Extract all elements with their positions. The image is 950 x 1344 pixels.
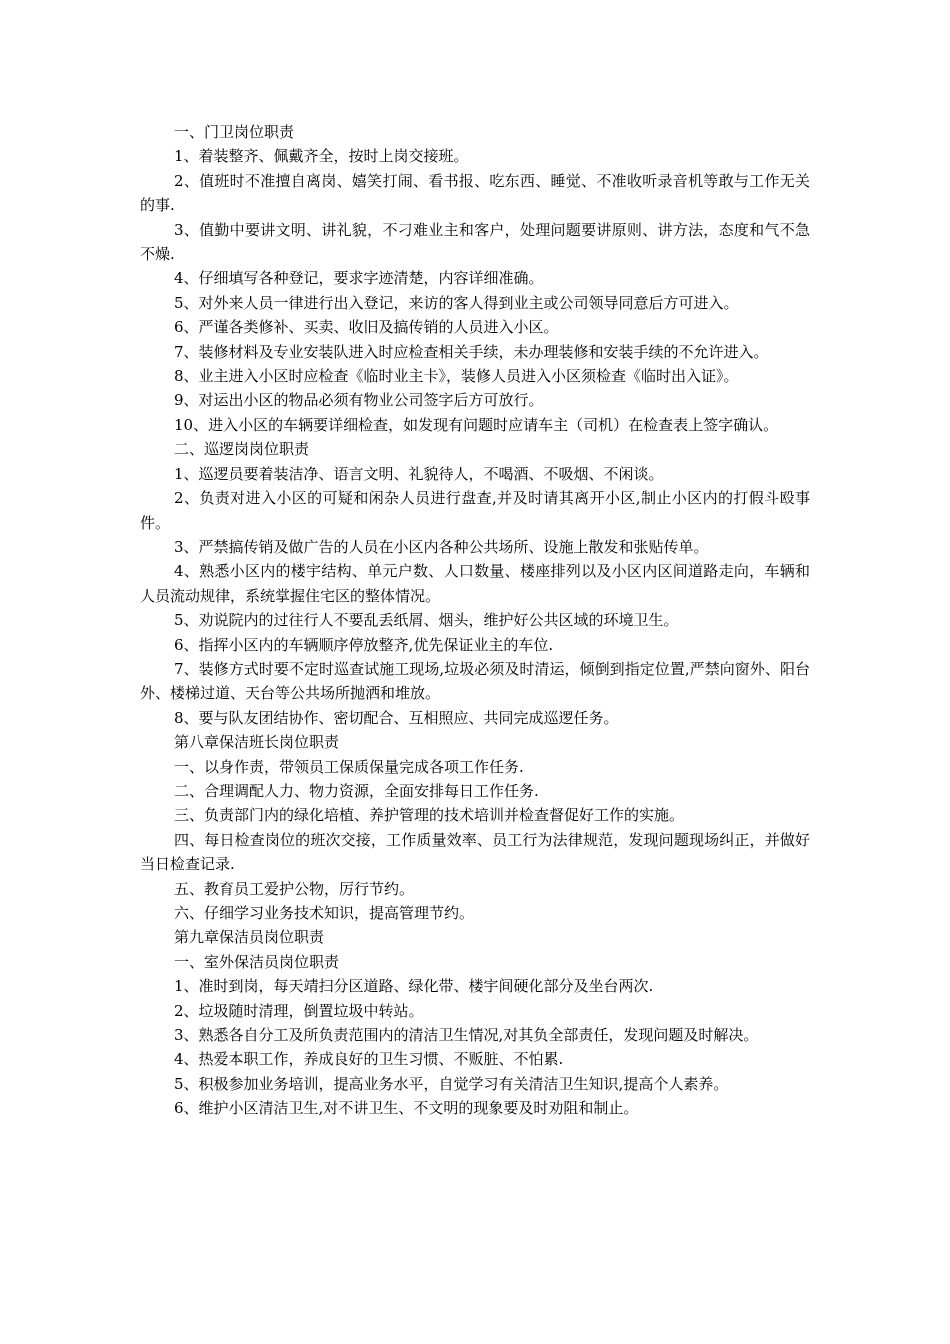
paragraph: 7、装修方式时要不定时巡查试施工现场,垃圾必须及时清运，倾倒到指定位置,严禁向窗外、阳台外、楼梯过道、天台等公共场所抛洒和堆放。 [140, 659, 810, 703]
paragraph: 2、值班时不准擅自离岗、嬉笑打闹、看书报、吃东西、睡觉、不准收听录音机等敢与工作无关的事. [140, 171, 810, 215]
heading-chapter-8: 第八章保洁班长岗位职责 [174, 733, 340, 752]
paragraph: 1、准时到岗，每天靖扫分区道路、绿化带、楼宇间硬化部分及坐台两次. [174, 977, 654, 996]
paragraph: 5、劝说院内的过往行人不要乱丢纸屑、烟头，维护好公共区域的环境卫生。 [174, 611, 679, 630]
paragraph: 4、热爱本职工作，养成良好的卫生习惯、不贩脏、不怕累. [174, 1050, 564, 1069]
paragraph: 4、熟悉小区内的楼宇结构、单元户数、人口数量、楼座排列以及小区内区间道路走向，车辆和人员流动规律，系统掌握住宅区的整体情况。 [140, 562, 810, 605]
document-body [140, 120, 810, 1121]
paragraph: 六、仔细学习业务技术知识，提高管理节约。 [174, 904, 475, 922]
paragraph: 1、着装整齐、佩戴齐全，按时上岗交接班。 [174, 147, 469, 166]
paragraph: 四、每日检查岗位的班次交接，工作质量效率、员工行为法律规范，发现问题现场纠正，并做好当日检查记录. [140, 830, 810, 874]
heading-patrol-duty: 二、巡逻岗岗位职责 [174, 440, 310, 459]
paragraph: 5、对外来人员一律进行出入登记，来访的客人得到业主或公司领导同意后方可进入。 [174, 293, 739, 312]
paragraph: 9、对运出小区的物品必须有物业公司签字后方可放行。 [174, 391, 544, 410]
paragraph: 6、严谨各类修补、买卖、收旧及搞传销的人员进入小区。 [174, 318, 559, 337]
paragraph: 5、积极参加业务培训，提高业务水平，自觉学习有关清洁卫生知识,提高个人素养。 [174, 1074, 729, 1093]
paragraph: 10、进入小区的车辆要详细检查，如发现有问题时应请车主（司机）在检查表上签字确认。 [174, 415, 779, 434]
paragraph: 7、装修材料及专业安装队进入时应检查相关手续，未办理装修和安装手续的不允许进入。 [174, 342, 769, 361]
paragraph: 2、垃圾随时清理，倒置垃圾中转站。 [174, 1001, 424, 1020]
paragraph: 6、维护小区清洁卫生,对不讲卫生、不文明的现象要及时劝阻和制止。 [174, 1099, 639, 1118]
paragraph: 二、合理调配人力、物力资源，全面安排每日工作任务. [174, 781, 539, 800]
heading-outdoor-cleaner-duty: 一、室外保洁员岗位职责 [174, 952, 340, 971]
paragraph: 3、严禁搞传销及做广告的人员在小区内各种公共场所、设施上散发和张贴传单。 [174, 537, 709, 556]
heading-chapter-9: 第九章保洁员岗位职责 [174, 928, 325, 947]
paragraph: 2、负责对进入小区的可疑和闲杂人员进行盘查,并及时请其离开小区,制止小区内的打假斗殴事件。 [140, 489, 810, 532]
paragraph: 8、业主进入小区时应检查《临时业主卡》，装修人员进入小区须检查《临时出入证》。 [174, 367, 739, 386]
paragraph: 一、以身作责，带领员工保质保量完成各项工作任务. [174, 757, 524, 776]
heading-gate-duty: 一、门卫岗位职责 [174, 123, 295, 141]
paragraph: 三、负责部门内的绿化培植、养护管理的技术培训并检查督促好工作的实施。 [174, 806, 685, 825]
paragraph: 3、值勤中要讲文明、讲礼貌，不刁难业主和客户，处理问题要讲原则、讲方法，态度和气不急不燥. [140, 220, 810, 264]
paragraph: 4、仔细填写各种登记，要求字迹清楚，内容详细准确。 [174, 269, 544, 288]
paragraph: 8、要与队友团结协作、密切配合、互相照应、共同完成巡逻任务。 [174, 708, 619, 727]
paragraph: 6、指挥小区内的车辆顺序停放整齐,优先保证业主的车位. [174, 635, 554, 654]
paragraph: 五、教育员工爱护公物，厉行节约。 [174, 879, 415, 898]
paragraph: 1、巡逻员要着装洁净、语言文明、礼貌待人，不喝酒、不吸烟、不闲谈。 [174, 464, 664, 483]
paragraph: 3、熟悉各自分工及所负责范围内的清洁卫生情况,对其负全部责任，发现问题及时解决。 [174, 1026, 759, 1045]
